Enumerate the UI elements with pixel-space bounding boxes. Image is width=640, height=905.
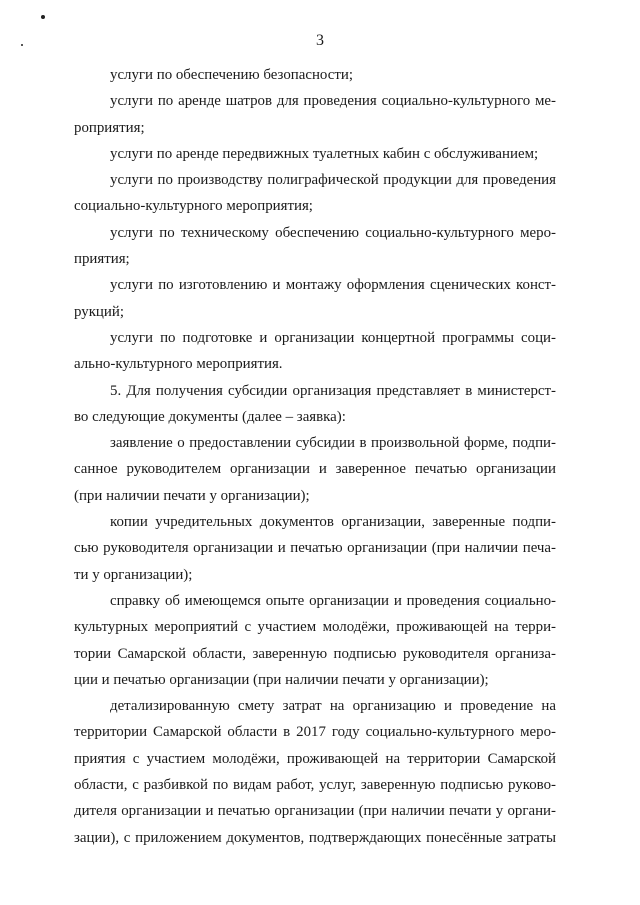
text-line: санное руководителем организации и заверенное печатью организации (74, 461, 556, 478)
text-line: культурных мероприятий с участием молодёжи, проживающей на терри- (74, 619, 556, 636)
text-line: приятия; (74, 251, 130, 268)
text-line: сью руководителя организации и печатью организации (при наличии печа- (74, 540, 556, 557)
text-line: заявление о предоставлении субсидии в произвольной форме, подпи- (110, 435, 556, 452)
text-line: справку об имеющемся опыте организации и проведения социально- (110, 592, 556, 609)
text-line: во следующие документы (далее – заявка): (74, 408, 346, 425)
text-line: услуги по подготовке и организации концертной программы соци- (110, 329, 556, 346)
text-line: рукций; (74, 303, 124, 320)
text-line: услуги по аренде передвижных туалетных кабин с обслуживанием; (110, 145, 539, 162)
text-line: области, с разбивкой по видам работ, услуг, заверенную подписью руково- (74, 777, 556, 794)
text-line: дителя организации и печатью организации (при наличии печати у органи- (74, 803, 556, 820)
text-line: ции и печатью организации (при наличии печати у организации); (74, 671, 489, 688)
text-line: ально-культурного мероприятия. (74, 356, 283, 373)
text-line: услуги по техническому обеспечению социально-культурного меро- (110, 224, 556, 241)
text-line: детализированную смету затрат на организацию и проведение на (110, 698, 556, 715)
document-body (74, 62, 556, 851)
text-line: услуги по аренде шатров для проведения социально-культурного ме- (110, 93, 556, 110)
text-line: роприятия; (74, 119, 145, 136)
text-line: тории Самарской области, заверенную подписью руководителя организа- (74, 645, 556, 662)
text-line: 5. Для получения субсидии организация представляет в министерст- (110, 382, 556, 399)
page-number: 3 (316, 32, 324, 49)
text-line: услуги по производству полиграфической продукции для проведения (110, 172, 556, 189)
text-line: социально-культурного мероприятия; (74, 198, 313, 215)
text-line: услуги по обеспечению безопасности; (110, 67, 353, 83)
text-line: зации), с приложением документов, подтверждающих понесённые затраты (74, 829, 556, 846)
text-line: приятия с участием молодёжи, проживающей на территории Самарской (74, 750, 556, 767)
text-line: территории Самарской области в 2017 году социально-культурного меро- (74, 724, 556, 741)
text-line: ти у организации); (74, 566, 193, 583)
text-line: услуги по изготовлению и монтажу оформления сценических конст- (110, 277, 556, 294)
text-line: (при наличии печати у организации); (74, 487, 310, 504)
scan-speck (41, 15, 45, 19)
text-line: копии учредительных документов организации, заверенные подпи- (110, 514, 556, 531)
